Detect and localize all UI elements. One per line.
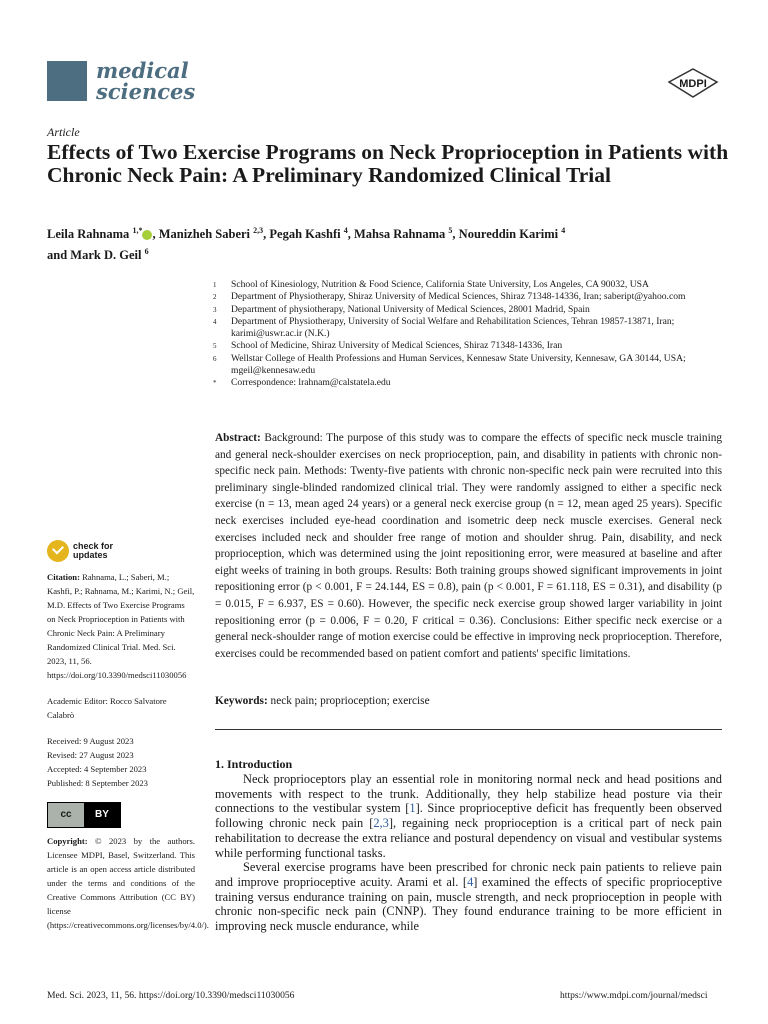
footer-citation[interactable]: Med. Sci. 2023, 11, 56. https://doi.org/10.3390/medsci11030056 — [47, 990, 295, 1001]
citation-link[interactable]: 2,3 — [373, 816, 389, 831]
copyright-notice: Copyright: © 2023 by the authors. Licensee MDPI, Basel, Switzerland. This article is an open access article distributed under the terms and conditions of the Creative Commons Attribution (CC BY) license (https://creativecommons.org/licenses/by/4.0/). — [47, 836, 209, 930]
affiliation-item: 3 Department of physiotherapy, National University of Medical Sciences, 28001 Madrid, Spain — [213, 303, 590, 315]
academic-editor: Academic Editor: Rocco Salvatore Calabrò — [47, 696, 167, 720]
author[interactable]: Pegah Kashfi — [269, 227, 341, 242]
divider — [215, 729, 722, 730]
journal-name: medical sciences — [96, 58, 196, 104]
keywords: Keywords: neck pain; proprioception; exercise — [215, 695, 430, 707]
footer-journal-link[interactable]: https://www.mdpi.com/journal/medsci — [560, 990, 708, 1001]
author[interactable]: Mark D. Geil — [70, 248, 142, 263]
affiliation-item: 1 School of Kinesiology, Nutrition & Food Science, California State University, Los Angeles, CA 90032, USA — [213, 279, 649, 290]
sidebar — [47, 540, 209, 932]
mdpi-logo — [667, 68, 719, 98]
introduction-text: Neck proprioceptors play an essential role in monitoring normal neck and head positions and movements with respect to the trunk. Additionally, they help stabilize head posture via their connections to the vestibular system [1]. Since proprioceptive deficit has frequently been observed following chronic neck pain [2,3], regaining neck proprioception is a critical part of neck pain rehabilitation to decrease the extra reliance and postural dependency on visual and vestibular systems while performing functional tasks. Several exercise programs have been prescribed for chronic neck pain patients to relieve pain and improve proprioceptive acuity. Arami et al. [4] examined the effects of specific proprioceptive training versus endurance training on pain, muscle strength, and neck proprioception in people with chronic non-specific neck pain (CNNP). They found endurance training to be more efficient in improving neck muscle endurance, while — [215, 772, 722, 934]
section-heading: 1. Introduction — [215, 757, 293, 771]
orcid-icon[interactable] — [142, 230, 152, 240]
publication-dates: Received: 9 August 2023 Revised: 27 August 2023 Accepted: 4 September 2023 Published: 8 September 2023 — [47, 736, 148, 788]
affiliation-item: 5 School of Medicine, Shiraz University of Medical Sciences, Shiraz 71348-14336, Iran — [213, 340, 563, 352]
author[interactable]: Manizheh Saberi — [158, 227, 251, 242]
cc-by-license-icon[interactable]: cc BY — [47, 802, 121, 828]
svg-text:MDPI: MDPI — [679, 78, 707, 90]
citation-block: Citation: Rahnama, L.; Saberi, M.; Kashfi, P.; Rahnama, M.; Karimi, N.; Geil, M.D. Effects of Two Exercise Programs on Neck Proprioception in Patients with Chronic Neck Pain: A Preliminary Randomized Clinical Trial. Med. Sci. 2023, 11, 56. https://doi.org/10.3390/medsci11030056 — [47, 572, 195, 680]
author[interactable]: Leila Rahnama — [47, 227, 130, 242]
abstract: Abstract: Background: The purpose of this study was to compare the effects of specific neck muscle training and general neck-shoulder exercises on neck proprioception, pain, and disability in patients with chronic non-specific neck pain. Methods: Twenty-five patients with chronic non-specific neck pain were recruited into this preliminary single-blinded randomized clinical trial. They were randomly assigned to either a specific neck exercise (n = 13, mean aged 24 years) or a general neck exercise group (n = 12, mean aged 25 years). Specific neck exercises included eye-head coordination and isometric deep neck muscle exercises. General neck exercises included neck and shoulder free range of motion and shoulder shrug. Pain, disability, and neck proprioception, which was determined using the joint repositioning error, were measured at baseline and after eight weeks of training in both groups. Results: Both training groups showed significant improvements in joint repositioning error (p < 0.001, F = 24.144, ES = 0.8), pain (p < 0.001, F = 61.118, ES = 0.31), and disability (p = 0.015, F = 6.937, ES = 0.60). However, the specific neck exercise group showed larger variability in joint repositioning error (p = 0.006, F = 0.20, F critical = 0.36). Conclusions: Either specific neck exercise or a general neck-shoulder range of motion exercise could be effective in improving neck proprioception. Therefore, exercises could be recommended based on patient comfort and patients' specific limitations. — [215, 432, 723, 660]
author-list: Leila Rahnama $^{1,*}$ , Manizheh Saberi $^{2,3}$, Pegah Kashfi $^4$, Mahsa Rahnama $^5$, Noureddin Karimi $^4$ and Mark D. Geil $^6$ — [47, 226, 566, 263]
affiliation-item: 4 Department of Physiotherapy, University of Social Welfare and Rehabilitation Sciences, Tehran 19857-13871, Iran; karimi@uswr.ac.ir (N.K.) — [213, 315, 675, 340]
author[interactable]: Noureddin Karimi — [458, 227, 559, 242]
affiliation-item: * Correspondence: lrahnam@calstatela.edu — [213, 377, 391, 389]
affiliation-item: 6 Wellstar College of Health Professions and Human Services, Kennesaw State University, Kennesaw, GA 30144, USA; mgeil@kennesaw.edu — [213, 352, 686, 377]
paper-title: Effects of Two Exercise Programs on Neck Proprioception in Patients with Chronic Neck Pain: A Preliminary Randomized Clinical Trial — [47, 140, 729, 187]
journal-logo-icon — [47, 61, 87, 101]
article-type: Article — [47, 125, 80, 139]
author[interactable]: Mahsa Rahnama — [353, 227, 446, 242]
affiliations — [213, 279, 723, 390]
citation-link[interactable]: 1 — [409, 801, 416, 816]
affiliation-item: 2 Department of Physiotherapy, Shiraz University of Medical Sciences, Shiraz 71348-14336, Iran; sabeript@yahoo.com — [213, 291, 686, 303]
citation-link[interactable]: 4 — [467, 874, 474, 889]
checkmark-icon — [47, 540, 69, 562]
check-for-updates-button[interactable]: check for updates — [47, 540, 195, 562]
